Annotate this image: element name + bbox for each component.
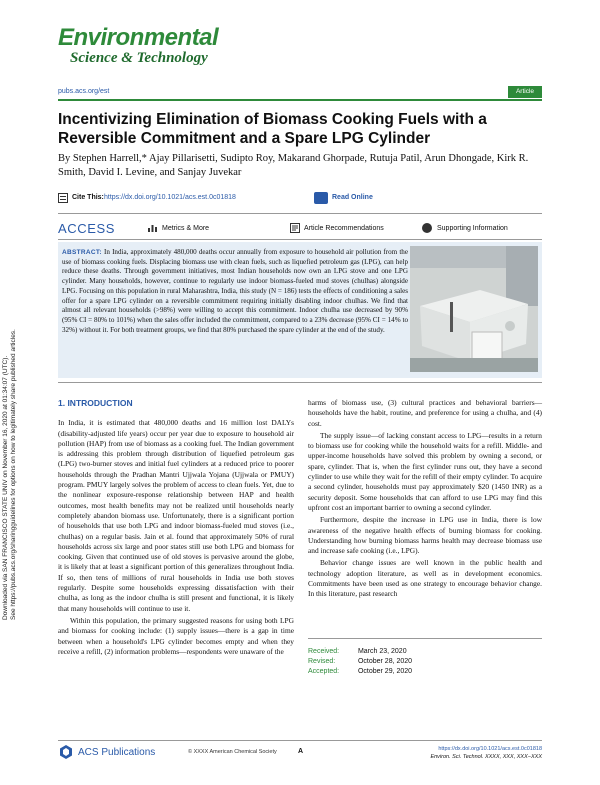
abstract-text-block [62, 248, 408, 335]
read-online-icon[interactable] [314, 192, 328, 204]
toc-graphic-photo [410, 246, 538, 372]
intro-paragraph-3: harms of biomass use, (3) cultural practices and behavioral barriers—households have the habit, routine, and preference for using a chulha, and (4) cost. [308, 398, 542, 428]
recommendations-icon[interactable] [290, 223, 300, 233]
download-notice [2, 240, 18, 620]
received-label: Received: [308, 648, 340, 655]
cite-bar [58, 192, 542, 206]
body-left-column [58, 398, 294, 659]
body-right-column [308, 398, 542, 602]
revised-date: October 28, 2020 [357, 658, 413, 665]
read-online-link[interactable]: Read Online [332, 194, 373, 201]
footer-doi-link[interactable]: https://dx.doi.org/10.1021/acs.est.0c01818 [438, 746, 542, 752]
article-type-badge: Article [508, 86, 542, 98]
accepted-date-row [308, 667, 542, 677]
accepted-date: October 29, 2020 [357, 668, 413, 675]
supporting-info-link[interactable]: Supporting Information [437, 225, 508, 232]
intro-paragraph-4: The supply issue—of lacking constant access to LPG—results in a return to biomass use for cooking while the household waits for a refill. Middle- and upper-income households have solved this problem by owning a second, or spare, cylinder. That is, when the first cylinder runs out, they have a second cylinder to use while they wait for the refill of their empty cylinder. To acquire a second cylinder, households must pay approximately $20 (1450 INR) as a security deposit. Some households that can afford to use LPG may find this upfront cost an important barrier to owning a second cylinder. [308, 430, 542, 512]
download-notice-line1: Downloaded via SAN FRANCISCO STATE UNIV on November 16, 2020 at 01:34:07 (UTC). [2, 355, 9, 620]
footer-citation [430, 745, 542, 761]
abstract-label: ABSTRACT: [62, 249, 102, 256]
abstract-rule [58, 382, 542, 383]
copyright-notice: © XXXX American Chemical Society [188, 749, 277, 755]
intro-paragraph-6: Behavior change issues are well known in the public health and technology adoption literature, as well as in development economics. Commitments have been used as one strategy to encourage behavior change. In this literature, past research [308, 558, 542, 599]
revised-date-row [308, 657, 542, 667]
metrics-bar-chart-icon[interactable] [148, 224, 157, 232]
journal-url-link[interactable]: pubs.acs.org/est [58, 88, 110, 95]
cite-doi-link[interactable]: https://dx.doi.org/10.1021/acs.est.0c01818 [104, 194, 236, 201]
accepted-label: Accepted: [308, 668, 340, 675]
intro-paragraph-2: Within this population, the primary suggested reasons for using both LPG and biomass for cooking include: (1) supply issues—there is a gap in time between when a household's LPG cylinder becomes empty and when they receive a refill, (2) information problems—respondents were unaware of the [58, 615, 294, 656]
header-rule [58, 99, 542, 101]
cite-label: Cite This: [72, 194, 104, 201]
page-number: A [298, 748, 304, 755]
article-dates [308, 638, 542, 677]
revised-label: Revised: [308, 658, 336, 665]
cite-rule [58, 213, 542, 214]
stove-photo-illustration [410, 246, 538, 372]
article-title: Incentivizing Elimination of Biomass Cooking Fuels with a Reversible Commitment and a Spare LPG Cylinder [58, 111, 487, 147]
received-date: March 23, 2020 [357, 648, 407, 655]
abstract-section [58, 242, 542, 378]
journal-logo-line2: Science & Technology [70, 50, 208, 66]
intro-heading: 1. INTRODUCTION [58, 398, 133, 408]
intro-paragraph-5: Furthermore, despite the increase in LPG use in India, there is low awareness of the negative health effects of burning biomass for cooking. Understanding how burning biomass harms health may decrease biomass use and increase safe cooking (i.e., LPG). [308, 515, 542, 556]
intro-paragraph-1: In India, it is estimated that 480,000 deaths and 16 million lost DALYs (disability-adjusted life years) occur per year due to exposure to household air pollution (HAP) from use of biomass as a cooking fuel. The Indian government is addressing this problem through distribution of liquefied petroleum gas (LPG) two-burner stoves and initial fuel cylinders at a reduced price to poorer households through the Pradhan Mantri Ujjwala Yojana (Ujjwala or PMUY) program. PMUY largely solves the problem of access to clean fuels. Yet, due to the nonlinear exposure-response relationship between HAP and health outcomes, most health benefits may not be realized until households nearly completely abandon biomass use. Unfortunately, there is a significant portion of households that use both LPG and indoor biomass-fueled mud stoves (i.e., chulhas) on a regular basis. Jain et al. found that approximately 50% of rural households across six large and poor states still use both LPG and biomass for cooking. Given that continued use of old stoves is pervasive around the globe, it is likely that at least a significant portion of this generalizes throughout India. If so, then tens of millions of rural households in India use both stoves regularly. Despite some households expressing dissatisfaction with their chulha, as long as the indoor chulha is still present and functional, it is likely that many households will continue to use it. [58, 418, 294, 613]
cite-icon [58, 193, 68, 203]
acs-logo-icon[interactable] [58, 744, 74, 760]
footer-rule [58, 740, 542, 741]
received-date-row [308, 647, 542, 657]
access-label: ACCESS [58, 221, 116, 236]
abstract-body: In India, approximately 480,000 deaths occur annually from exposure to household air pollution from the use of biomass cooking fuels. Displacing biomass use with clean fuels, such as liquefied petroleum gas (LPG), can help reduce these deaths. Through government initiatives, most Indian households now own an LPG stove and one LPG cylinder. Many households, however, continue to regularly use indoor biomass-fueled mud stoves (chulhas) alongside LPG. Focusing on this population in rural Maharashtra, India, this study (N = 186) tests the effects of conditioning a sales offer for a spare LPG cylinder on a reversible commitment requiring initially disabling indoor chulhas. We find that almost all relevant households (>98%) were willing to accept this commitment. Indoor chulha use decreased by 90% (95% CI = 80% to 101%) when the sales offer included the commitment, compared to a 23% decrease (95% CI = 14% to 32%) without it. For both treatment groups, we find that 80% purchased the spare cylinder at the end of the study. [62, 248, 408, 334]
footer-journal-citation: Environ. Sci. Technol. XXXX, XXX, XXX−XXX [430, 754, 542, 760]
journal-logo-line1: Environmental [58, 24, 219, 51]
download-notice-line2: See https://pubs.acs.org/sharingguidelines for options on how to legitimately share published articles. [10, 329, 17, 620]
author-list: By Stephen Harrell,* Ajay Pillarisetti, Sudipto Roy, Makarand Ghorpade, Rutuja Patil, Arun Dhongade, Kirk R. Smith, David I. Levine, and Sanjay Juvekar [58, 153, 529, 178]
acs-publications-link[interactable]: ACS Publications [78, 747, 156, 758]
metrics-link[interactable]: Metrics & More [162, 225, 210, 232]
recommendations-link[interactable]: Article Recommendations [304, 225, 384, 232]
access-bar [58, 222, 542, 238]
access-rule [58, 239, 542, 240]
journal-logo[interactable] [58, 24, 219, 78]
supporting-info-icon[interactable] [422, 223, 432, 233]
